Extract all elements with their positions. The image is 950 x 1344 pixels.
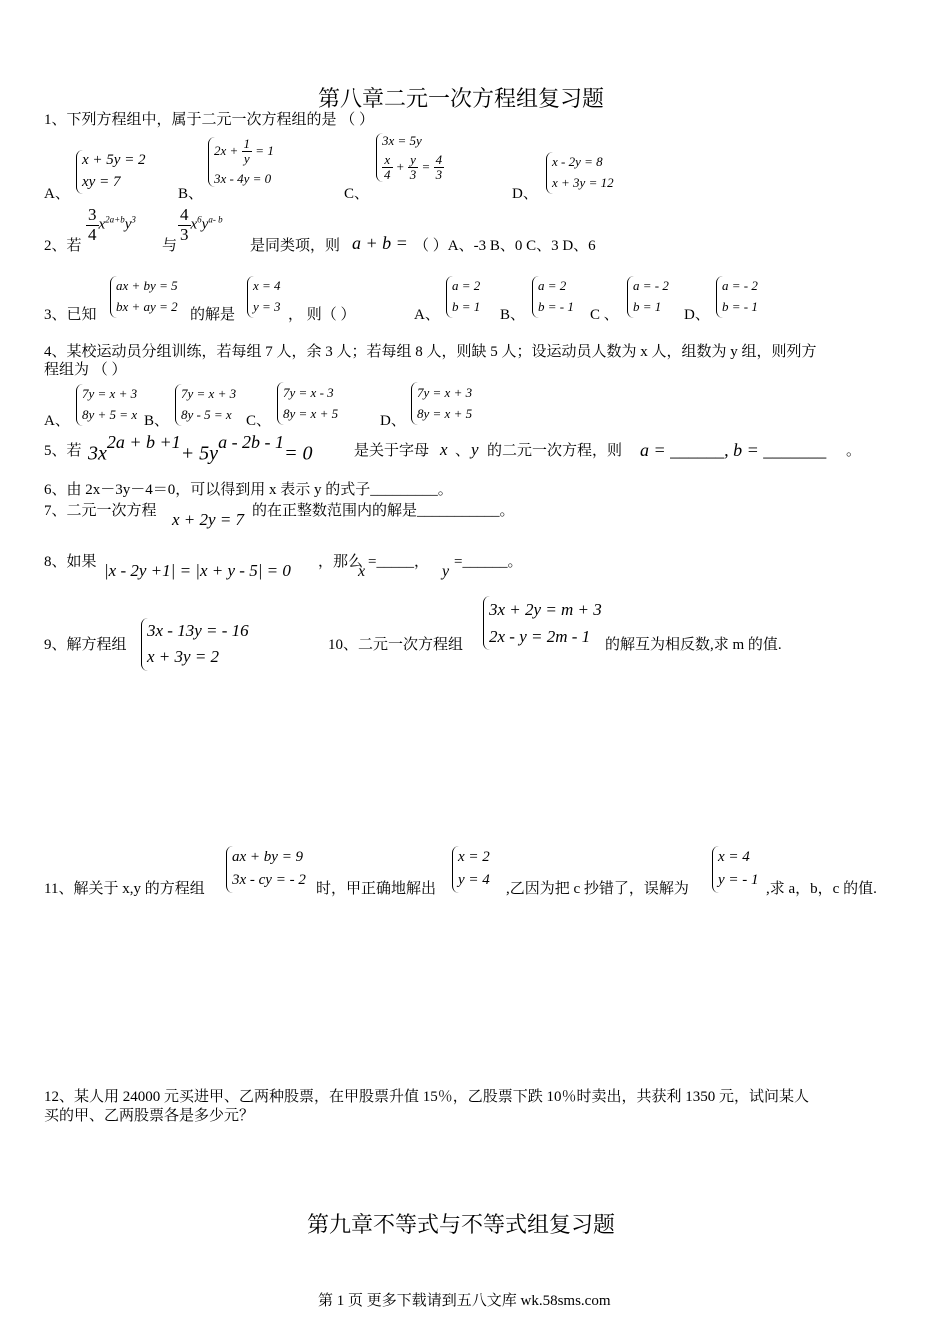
q4-option-b: 7y = x + 3 8y - 5 = x <box>175 384 236 426</box>
page-footer: 第 1 页 更多下载请到五八文库 wk.58sms.com <box>318 1293 611 1309</box>
q3-option-a: a = 2 b = 1 <box>446 276 480 318</box>
q3-option-b: a = 2 b = - 1 <box>532 276 574 318</box>
q9-system: 3x - 13y = - 16 x + 3y = 2 <box>141 618 249 671</box>
q11-post: ,求 a，b，c 的值. <box>766 881 877 897</box>
q7-pre: 7、二元一次方程 <box>44 503 157 519</box>
q2-term2: $\frac{4}{3}$ $x^6y^{a- b}$ <box>180 205 223 244</box>
q11-pre: 11、解关于 x,y 的方程组 <box>44 881 205 897</box>
q5-mid: 是关于字母 <box>354 443 430 459</box>
q5-answer-blanks[interactable]: a = ______, b = _______ <box>640 440 827 460</box>
q3-system: ax + by = 5 bx + ay = 2 <box>110 276 178 318</box>
q10-pre: 10、二元一次方程组 <box>328 637 464 653</box>
q3-solution: x = 4 y = 3 <box>247 276 281 318</box>
q5-end: 。 <box>846 443 862 459</box>
q1-system-c: 3x = 5y $\frac{x}{4}$ + $\frac{y}{3}$ = $\frac{4}{3}$ <box>376 133 444 182</box>
q8-var-y: y <box>442 563 450 580</box>
q3-opt-a-label: A、 <box>414 307 440 323</box>
q3-option-c: a = - 2 b = 1 <box>627 276 669 318</box>
q3-mid: 的解是 <box>190 307 236 323</box>
chapter8-title: 第八章二元一次方程组复习题 <box>318 86 605 111</box>
chapter9-title: 第九章不等式与不等式组复习题 <box>307 1212 616 1237</box>
q5-pre: 5、若 <box>44 443 82 459</box>
q4-option-a: 7y = x + 3 8y + 5 = x <box>76 384 137 426</box>
q11-mid2: ,乙因为把 c 抄错了，误解为 <box>506 881 689 897</box>
fraction: $\frac{1}{y}$ <box>243 136 251 167</box>
q11-system: ax + by = 9 3x - cy = - 2 <box>226 846 306 893</box>
q1-system-b: 2x + $\frac{1}{y}$ = 1 3x - 4y = 0 <box>208 137 274 187</box>
q5-var-y: y <box>471 440 479 459</box>
q2-mid: 与 <box>162 238 178 254</box>
q5-mid2: 的二元一次方程，则 <box>487 443 623 459</box>
q7-equation: x + 2y = 7 <box>172 510 245 529</box>
q11-mid: 时，甲正确地解出 <box>316 881 437 897</box>
q1-opt-d-label: D、 <box>512 186 538 202</box>
q10-system: 3x + 2y = m + 3 2x - y = 2m - 1 <box>483 596 602 650</box>
q9-pre: 9、解方程组 <box>44 637 127 653</box>
q4-opt-b-label: B、 <box>144 413 170 429</box>
q7-post: 的在正整数范围内的解是___________。 <box>252 503 515 519</box>
q3-opt-d-label: D、 <box>684 307 710 323</box>
q2-pre: 2、若 <box>44 238 82 254</box>
q8-blank-y[interactable]: =______。 <box>454 554 523 570</box>
q8-var-x: x <box>358 563 366 580</box>
q12-line2: 买的甲、乙两股票各是多少元？ <box>44 1108 255 1124</box>
q4-opt-a-label: A、 <box>44 413 70 429</box>
q3-post: ， 则（ ） <box>288 307 356 323</box>
q2-options: （ ）A、-3 B、0 C、3 D、6 <box>414 238 596 254</box>
q3-pre: 3、已知 <box>44 307 97 323</box>
q8-equation: |x - 2y +1| = |x + y - 5| = 0 <box>104 561 291 580</box>
q12-line1: 12、某人用 24000 元买进甲、乙两种股票，在甲股票升值 15％，乙股票下跌 10％时卖出，共获利 1350 元，试问某人 <box>44 1089 810 1105</box>
q4-stem-line1: 4、某校运动员分组训练，若每组 7 人，余 3 人；若每组 8 人，则缺 5 人；设运动员人数为 x 人，组数为 y 组，则列方 <box>44 344 817 360</box>
q8-blank-x[interactable]: =_____， <box>368 554 429 570</box>
q5-equation: $3x^{2a + b +1}+ 5y^{a - 2b - 1}= 0$ <box>88 432 313 465</box>
q2-expr: a + b = <box>352 233 408 253</box>
q3-opt-b-label: B、 <box>500 307 526 323</box>
q4-opt-c-label: C、 <box>246 413 272 429</box>
q4-option-c: 7y = x - 3 8y = x + 5 <box>277 382 338 425</box>
q4-option-d: 7y = x + 3 8y = x + 5 <box>411 382 472 425</box>
q5-sep: 、 <box>455 443 471 459</box>
q4-opt-d-label: D、 <box>380 413 406 429</box>
q4-stem-line2: 程组为 （ ） <box>44 362 127 378</box>
q2-post: 是同类项，则 <box>250 238 341 254</box>
q1-system-d: x - 2y = 8 x + 3y = 12 <box>546 152 614 194</box>
q10-post: 的解互为相反数,求 m 的值. <box>605 637 782 653</box>
q1-opt-b-label: B、 <box>178 186 204 202</box>
q1-system-a: x + 5y = 2 xy = 7 <box>76 150 146 194</box>
q11-solution-2: x = 4 y = - 1 <box>712 846 759 893</box>
q11-solution-1: x = 2 y = 4 <box>452 846 490 893</box>
q1-stem: 1、下列方程组中，属于二元一次方程组的是 （ ） <box>44 112 375 128</box>
q8-mid: ，那么 <box>318 554 364 570</box>
q2-term1: $\frac{3}{4}$ $x^{2a+b}y^3$ <box>88 205 136 244</box>
q8-pre: 8、如果 <box>44 554 97 570</box>
q5-var-x: x <box>440 440 448 459</box>
q3-opt-c-label: C 、 <box>590 307 619 323</box>
q1-opt-c-label: C、 <box>344 186 370 202</box>
q3-option-d: a = - 2 b = - 1 <box>716 276 758 318</box>
q6-text: 6、由 2x－3y－4＝0，可以得到用 x 表示 y 的式子_________。 <box>44 482 453 498</box>
q1-opt-a-label: A、 <box>44 186 70 202</box>
